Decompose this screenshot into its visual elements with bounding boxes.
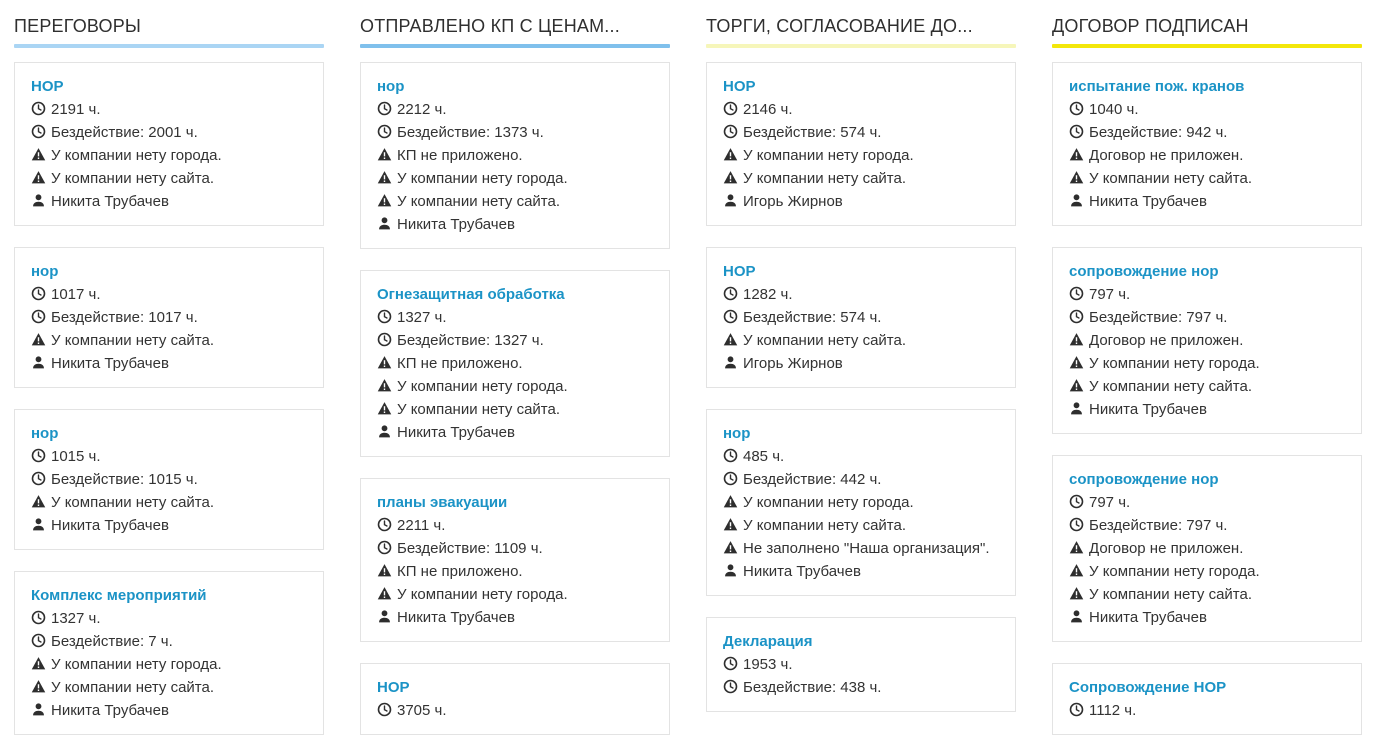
- deal-line-text: 797 ч.: [1089, 494, 1131, 511]
- person-icon: [377, 216, 392, 231]
- deal-line-text: У компании нету сайта.: [51, 332, 215, 349]
- column-cards: [360, 62, 670, 735]
- kanban-column: [1052, 14, 1362, 756]
- deal-line-text: КП не приложено.: [397, 563, 523, 580]
- deal-title-link[interactable]: Огнезащитная обработка: [377, 286, 565, 303]
- warning-icon: [1069, 355, 1084, 370]
- deal-line-text: Бездействие: 1017 ч.: [51, 309, 198, 326]
- column-stage-color-bar: [1052, 44, 1362, 48]
- deal-person-line: [31, 514, 307, 537]
- deal-card[interactable]: [360, 270, 670, 457]
- person-icon: [31, 702, 46, 717]
- deal-person-line: [1069, 398, 1345, 421]
- deal-clock-line: [31, 445, 307, 468]
- warning-icon: [31, 656, 46, 671]
- deal-line-text: 1327 ч.: [51, 610, 101, 627]
- deal-warning-line: [31, 144, 307, 167]
- warning-icon: [1069, 586, 1084, 601]
- person-icon: [31, 517, 46, 532]
- deal-clock-line: [723, 445, 999, 468]
- deal-line-text: У компании нету сайта.: [1089, 170, 1253, 187]
- deal-line-text: Бездействие: 574 ч.: [743, 124, 882, 141]
- deal-title-link[interactable]: сопровождение нор: [1069, 471, 1219, 488]
- deal-warning-line: [377, 375, 653, 398]
- deal-warning-line: [31, 491, 307, 514]
- deal-person-line: [31, 190, 307, 213]
- deal-clock-line: [31, 630, 307, 653]
- clock-icon: [1069, 309, 1084, 324]
- deal-line-text: Игорь Жирнов: [743, 355, 843, 372]
- deal-clock-line: [723, 676, 999, 699]
- deal-clock-line: [31, 121, 307, 144]
- deal-clock-line: [31, 468, 307, 491]
- deal-line-text: У компании нету сайта.: [743, 332, 907, 349]
- clock-icon: [723, 471, 738, 486]
- warning-icon: [1069, 332, 1084, 347]
- deal-clock-line: [377, 699, 653, 722]
- deal-line-text: У компании нету сайта.: [397, 193, 561, 210]
- deal-card[interactable]: [1052, 663, 1362, 735]
- deal-line-text: КП не приложено.: [397, 355, 523, 372]
- clock-icon: [377, 101, 392, 116]
- deal-line-text: У компании нету сайта.: [743, 170, 907, 187]
- clock-icon: [723, 286, 738, 301]
- deal-line-text: 2146 ч.: [743, 101, 793, 118]
- warning-icon: [723, 332, 738, 347]
- deal-card[interactable]: [14, 409, 324, 550]
- person-icon: [377, 609, 392, 624]
- deal-warning-line: [1069, 352, 1345, 375]
- deal-line-text: 1015 ч.: [51, 448, 101, 465]
- deal-clock-line: [1069, 283, 1345, 306]
- deal-person-line: [377, 421, 653, 444]
- deal-clock-line: [723, 306, 999, 329]
- deal-line-text: Бездействие: 2001 ч.: [51, 124, 198, 141]
- deal-title-link[interactable]: НОР: [723, 78, 756, 95]
- deal-person-line: [723, 560, 999, 583]
- deal-line-text: Договор не приложен.: [1089, 332, 1244, 349]
- deal-clock-line: [1069, 121, 1345, 144]
- deal-warning-line: [723, 329, 999, 352]
- deal-line-text: Никита Трубачев: [1089, 193, 1207, 210]
- deal-clock-line: [31, 283, 307, 306]
- deal-clock-line: [31, 98, 307, 121]
- column-cards: [14, 62, 324, 735]
- deal-line-text: Договор не приложен.: [1089, 540, 1244, 557]
- deal-line-text: У компании нету города.: [51, 656, 222, 673]
- deal-person-line: [1069, 606, 1345, 629]
- deal-title-link[interactable]: Комплекс мероприятий: [31, 587, 207, 604]
- deal-line-text: Никита Трубачев: [51, 193, 169, 210]
- deal-clock-line: [723, 98, 999, 121]
- deal-line-text: Никита Трубачев: [1089, 401, 1207, 418]
- deal-title-link[interactable]: нор: [31, 263, 59, 280]
- deal-person-line: [31, 699, 307, 722]
- deal-warning-line: [377, 560, 653, 583]
- deal-title-link[interactable]: нор: [723, 425, 751, 442]
- deal-line-text: 1017 ч.: [51, 286, 101, 303]
- deal-clock-line: [377, 514, 653, 537]
- deal-line-text: Никита Трубачев: [397, 424, 515, 441]
- warning-icon: [31, 679, 46, 694]
- deal-line-text: У компании нету сайта.: [397, 401, 561, 418]
- deal-warning-line: [1069, 583, 1345, 606]
- warning-icon: [1069, 170, 1084, 185]
- deal-clock-line: [377, 121, 653, 144]
- deal-line-text: У компании нету города.: [1089, 355, 1260, 372]
- deal-clock-line: [377, 306, 653, 329]
- deal-person-line: [1069, 190, 1345, 213]
- deal-clock-line: [723, 283, 999, 306]
- deal-card[interactable]: [706, 617, 1016, 712]
- deal-line-text: 1282 ч.: [743, 286, 793, 303]
- deal-line-text: У компании нету города.: [397, 586, 568, 603]
- deal-clock-line: [31, 607, 307, 630]
- warning-icon: [1069, 563, 1084, 578]
- deal-clock-line: [377, 329, 653, 352]
- deal-line-text: У компании нету сайта.: [743, 517, 907, 534]
- deal-title-link[interactable]: НОР: [723, 263, 756, 280]
- clock-icon: [377, 540, 392, 555]
- warning-icon: [377, 563, 392, 578]
- deal-clock-line: [31, 306, 307, 329]
- deal-clock-line: [723, 121, 999, 144]
- column-stage-color-bar: [360, 44, 670, 48]
- warning-icon: [377, 355, 392, 370]
- clock-icon: [31, 101, 46, 116]
- deal-warning-line: [1069, 167, 1345, 190]
- deal-warning-line: [377, 583, 653, 606]
- deal-line-text: Не заполнено "Наша организация".: [743, 540, 990, 557]
- person-icon: [1069, 193, 1084, 208]
- deal-card[interactable]: [360, 663, 670, 735]
- deal-title-link[interactable]: планы эвакуации: [377, 494, 508, 511]
- deal-warning-line: [723, 491, 999, 514]
- deal-warning-line: [377, 190, 653, 213]
- deal-line-text: Бездействие: 1373 ч.: [397, 124, 544, 141]
- deal-warning-line: [377, 144, 653, 167]
- deal-person-line: [723, 352, 999, 375]
- deal-warning-line: [1069, 144, 1345, 167]
- clock-icon: [31, 471, 46, 486]
- deal-line-text: Никита Трубачев: [397, 216, 515, 233]
- deal-line-text: Бездействие: 797 ч.: [1089, 309, 1228, 326]
- person-icon: [377, 424, 392, 439]
- warning-icon: [723, 517, 738, 532]
- deal-line-text: Бездействие: 1109 ч.: [397, 540, 543, 557]
- deal-line-text: 1953 ч.: [743, 656, 793, 673]
- deal-title-link[interactable]: Сопровождение НОР: [1069, 679, 1227, 696]
- person-icon: [723, 563, 738, 578]
- deal-card[interactable]: [1052, 247, 1362, 434]
- deal-card[interactable]: [706, 62, 1016, 226]
- person-icon: [1069, 609, 1084, 624]
- column-title: ПЕРЕГОВОРЫ: [14, 16, 142, 36]
- warning-icon: [31, 494, 46, 509]
- deal-line-text: 1040 ч.: [1089, 101, 1139, 118]
- deal-line-text: Бездействие: 442 ч.: [743, 471, 882, 488]
- warning-icon: [31, 332, 46, 347]
- deal-title-link[interactable]: испытание пож. кранов: [1069, 78, 1245, 95]
- deal-warning-line: [723, 144, 999, 167]
- deal-person-line: [31, 352, 307, 375]
- clock-icon: [723, 309, 738, 324]
- deal-line-text: Бездействие: 942 ч.: [1089, 124, 1228, 141]
- deal-card[interactable]: [1052, 62, 1362, 226]
- deal-card[interactable]: [14, 247, 324, 388]
- deal-line-text: Бездействие: 574 ч.: [743, 309, 882, 326]
- deal-line-text: У компании нету города.: [743, 147, 914, 164]
- kanban-column: [360, 14, 670, 756]
- deal-title-link[interactable]: НОР: [377, 679, 410, 696]
- deal-line-text: 797 ч.: [1089, 286, 1131, 303]
- warning-icon: [1069, 540, 1084, 555]
- clock-icon: [723, 101, 738, 116]
- deal-line-text: Договор не приложен.: [1089, 147, 1244, 164]
- clock-icon: [723, 656, 738, 671]
- kanban-column: [14, 14, 324, 756]
- deal-warning-line: [377, 352, 653, 375]
- column-title: ДОГОВОР ПОДПИСАН: [1052, 16, 1249, 36]
- deal-warning-line: [1069, 560, 1345, 583]
- deal-person-line: [723, 190, 999, 213]
- deal-warning-line: [377, 167, 653, 190]
- deal-card[interactable]: [1052, 455, 1362, 642]
- deal-title-link[interactable]: НОР: [31, 78, 64, 95]
- clock-icon: [1069, 124, 1084, 139]
- person-icon: [1069, 401, 1084, 416]
- clock-icon: [1069, 702, 1084, 717]
- warning-icon: [377, 586, 392, 601]
- deal-line-text: Никита Трубачев: [1089, 609, 1207, 626]
- deal-line-text: 1112 ч.: [1089, 702, 1137, 719]
- deal-card[interactable]: [360, 62, 670, 249]
- warning-icon: [1069, 147, 1084, 162]
- clock-icon: [723, 448, 738, 463]
- warning-icon: [377, 193, 392, 208]
- deal-line-text: Никита Трубачев: [51, 702, 169, 719]
- deal-line-text: Никита Трубачев: [743, 563, 861, 580]
- deal-warning-line: [723, 167, 999, 190]
- warning-icon: [723, 540, 738, 555]
- warning-icon: [377, 170, 392, 185]
- deal-clock-line: [1069, 306, 1345, 329]
- deal-line-text: У компании нету города.: [397, 170, 568, 187]
- deal-line-text: Бездействие: 1327 ч.: [397, 332, 544, 349]
- deal-person-line: [377, 213, 653, 236]
- deal-line-text: Никита Трубачев: [397, 609, 515, 626]
- column-cards: [1052, 62, 1362, 735]
- warning-icon: [31, 147, 46, 162]
- deal-warning-line: [31, 653, 307, 676]
- warning-icon: [723, 147, 738, 162]
- deal-line-text: 2211 ч.: [397, 517, 446, 534]
- deal-warning-line: [31, 676, 307, 699]
- column-cards: [706, 62, 1016, 712]
- kanban-column: [706, 14, 1016, 756]
- column-title: ТОРГИ, СОГЛАСОВАНИЕ ДО...: [706, 16, 973, 36]
- deal-line-text: У компании нету города.: [397, 378, 568, 395]
- person-icon: [723, 355, 738, 370]
- deal-line-text: Игорь Жирнов: [743, 193, 843, 210]
- deal-line-text: Бездействие: 7 ч.: [51, 633, 173, 650]
- deal-line-text: У компании нету города.: [743, 494, 914, 511]
- warning-icon: [723, 494, 738, 509]
- deal-line-text: 2191 ч.: [51, 101, 101, 118]
- deal-line-text: У компании нету сайта.: [51, 170, 215, 187]
- deal-line-text: У компании нету сайта.: [51, 679, 215, 696]
- deal-card[interactable]: [706, 409, 1016, 596]
- deal-clock-line: [1069, 514, 1345, 537]
- deal-line-text: Бездействие: 797 ч.: [1089, 517, 1228, 534]
- clock-icon: [377, 517, 392, 532]
- clock-icon: [377, 702, 392, 717]
- deal-clock-line: [1069, 699, 1345, 722]
- warning-icon: [377, 401, 392, 416]
- deal-clock-line: [1069, 491, 1345, 514]
- deal-clock-line: [723, 468, 999, 491]
- clock-icon: [377, 332, 392, 347]
- deal-line-text: У компании нету сайта.: [51, 494, 215, 511]
- deal-line-text: Никита Трубачев: [51, 517, 169, 534]
- deal-line-text: Бездействие: 1015 ч.: [51, 471, 198, 488]
- deal-person-line: [377, 606, 653, 629]
- deal-line-text: У компании нету сайта.: [1089, 378, 1253, 395]
- deal-line-text: У компании нету города.: [51, 147, 222, 164]
- column-stage-color-bar: [706, 44, 1016, 48]
- warning-icon: [377, 378, 392, 393]
- clock-icon: [31, 448, 46, 463]
- clock-icon: [1069, 517, 1084, 532]
- deal-title-link[interactable]: нор: [377, 78, 405, 95]
- deal-line-text: 3705 ч.: [397, 702, 447, 719]
- deal-line-text: Никита Трубачев: [51, 355, 169, 372]
- deal-clock-line: [723, 653, 999, 676]
- person-icon: [31, 193, 46, 208]
- clock-icon: [31, 309, 46, 324]
- deal-clock-line: [377, 98, 653, 121]
- deal-line-text: КП не приложено.: [397, 147, 523, 164]
- deal-clock-line: [377, 537, 653, 560]
- deal-title-link[interactable]: Декларация: [723, 633, 813, 650]
- clock-icon: [31, 610, 46, 625]
- clock-icon: [31, 124, 46, 139]
- warning-icon: [1069, 378, 1084, 393]
- clock-icon: [377, 309, 392, 324]
- clock-icon: [723, 679, 738, 694]
- deal-warning-line: [723, 537, 999, 560]
- deal-card[interactable]: [14, 571, 324, 735]
- deal-title-link[interactable]: нор: [31, 425, 59, 442]
- clock-icon: [377, 124, 392, 139]
- deal-line-text: 2212 ч.: [397, 101, 447, 118]
- person-icon: [31, 355, 46, 370]
- deal-line-text: Бездействие: 438 ч.: [743, 679, 882, 696]
- deal-warning-line: [377, 398, 653, 421]
- deal-warning-line: [31, 329, 307, 352]
- deal-card[interactable]: [706, 247, 1016, 388]
- column-title: ОТПРАВЛЕНО КП С ЦЕНАМ...: [360, 16, 620, 36]
- clock-icon: [1069, 101, 1084, 116]
- deal-warning-line: [1069, 537, 1345, 560]
- deal-warning-line: [1069, 375, 1345, 398]
- deal-card[interactable]: [360, 478, 670, 642]
- deal-card[interactable]: [14, 62, 324, 226]
- deal-line-text: 485 ч.: [743, 448, 785, 465]
- clock-icon: [723, 124, 738, 139]
- deal-line-text: 1327 ч.: [397, 309, 447, 326]
- clock-icon: [31, 633, 46, 648]
- deal-line-text: У компании нету города.: [1089, 563, 1260, 580]
- deal-warning-line: [31, 167, 307, 190]
- warning-icon: [377, 147, 392, 162]
- column-stage-color-bar: [14, 44, 324, 48]
- clock-icon: [1069, 286, 1084, 301]
- deal-line-text: У компании нету сайта.: [1089, 586, 1253, 603]
- warning-icon: [31, 170, 46, 185]
- clock-icon: [31, 286, 46, 301]
- deal-clock-line: [1069, 98, 1345, 121]
- deal-warning-line: [1069, 329, 1345, 352]
- clock-icon: [1069, 494, 1084, 509]
- deal-warning-line: [723, 514, 999, 537]
- warning-icon: [723, 170, 738, 185]
- person-icon: [723, 193, 738, 208]
- deal-title-link[interactable]: сопровождение нор: [1069, 263, 1219, 280]
